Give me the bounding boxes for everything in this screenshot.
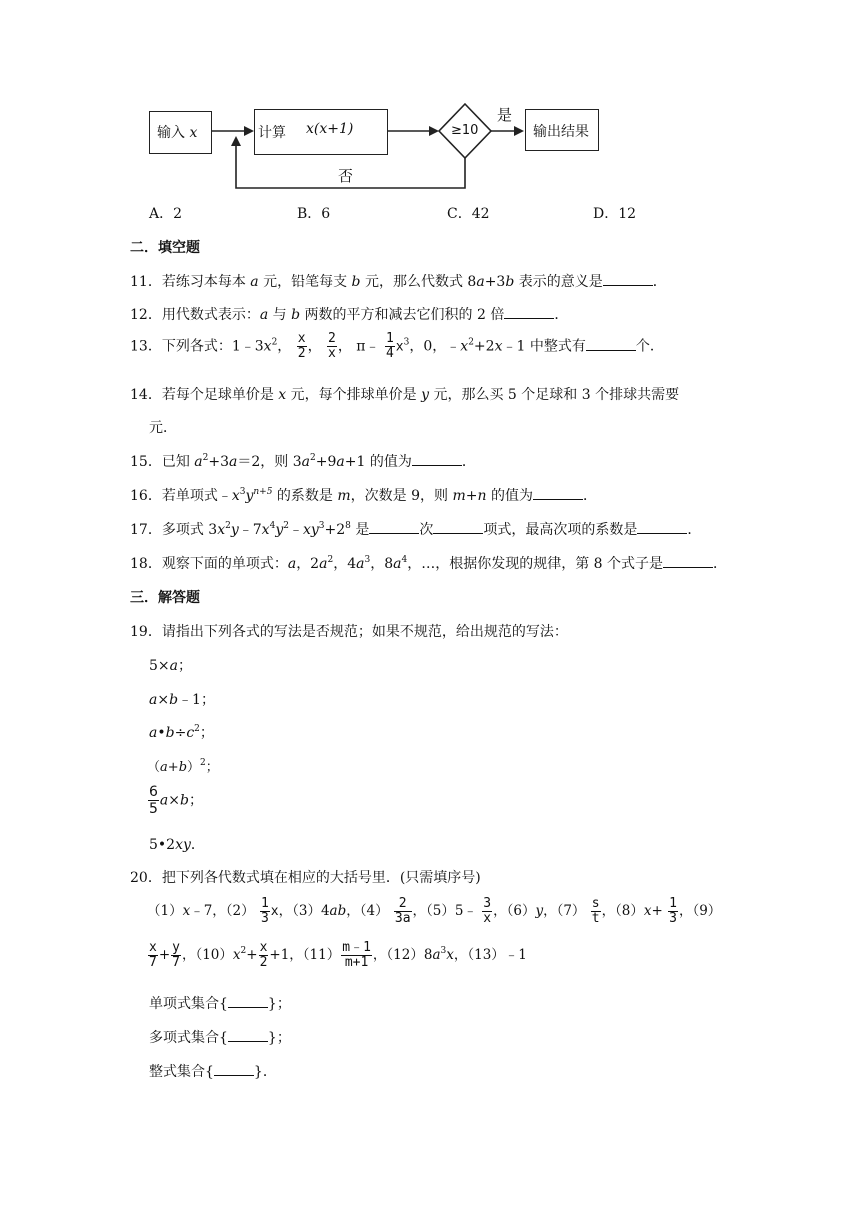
question-20-line2: $\frac{x}{7}$ + $\frac{y}{7}$ ，$(10)x^2+$ $\frac{x}{2}$ +1，（11） $\frac{m﹣1}{m+1}$ ，$(12)8a^3x$，（13）﹣1: [149, 940, 527, 970]
question-18: 18．观察下面的单项式：a，$2a^2$，$4a^3$，$8a^4$，…，根据你发现的规律，第 8 个式子是 ．: [130, 555, 728, 572]
question-14: 14．若每个足球单价是 x 元，每个排球单价是 y 元，那么买 5 个足球和 3 个排球共需要: [130, 387, 680, 403]
fraction: $\frac{2}{x}$: [328, 331, 336, 361]
fraction: $\frac{x}{7}$: [149, 940, 157, 970]
question-12: 12．用代数式表示：a 与 b 两数的平方和减去它们积的 2 倍 ．: [130, 307, 569, 323]
fraction: $\frac{2}{3a}$: [394, 896, 411, 926]
fraction: $\frac{m﹣1}{m+1}$: [342, 940, 371, 970]
expression-5: $\frac{6}{5}$ a×b；: [149, 784, 203, 817]
choice-d[interactable]: D．12: [593, 206, 637, 222]
expression-1: 5×a；: [149, 658, 192, 674]
answer-blank[interactable]: [369, 521, 419, 534]
fraction: $\frac{s}{t}$: [591, 896, 600, 926]
condition-label: ≥10: [451, 123, 479, 138]
flowchart-arrows: [0, 0, 860, 200]
output-label: 输出结果: [533, 124, 589, 140]
expression-2: a×b﹣1；: [149, 692, 215, 708]
question-16: 16．若单项式$﹣x^3y^{n+5}$ 的系数是 m，次数是 9，则 m+n 的值为 ．: [130, 487, 597, 504]
answer-blank[interactable]: [412, 453, 462, 466]
question-15: 15．已知 $a^2+3a=2$，则 $3a^2+9a+1$ 的值为 ．: [130, 453, 476, 470]
choice-a[interactable]: A．2: [149, 206, 183, 222]
fraction: $\frac{6}{5}$: [149, 784, 158, 817]
no-label: 否: [338, 167, 354, 185]
fraction: $\frac{1}{3}$: [260, 896, 269, 926]
set-integral-expression: 整式集合{ }．: [149, 1064, 277, 1080]
question-17: 17．多项式 $3x^2y﹣7x^4y^2﹣xy^3+2^8$ 是 次 项式，最高次项的系数是 ．: [130, 521, 702, 538]
calc-expression: x(x+1): [306, 121, 354, 137]
section-fill-blank-title: 二．填空题: [130, 240, 200, 256]
fraction: $\frac{x}{2}$: [297, 331, 306, 361]
fraction: $\frac{3}{x}$: [483, 896, 492, 926]
expression-6: 5•2xy．: [149, 837, 205, 853]
set-monomial: 单项式集合{ }；: [149, 996, 291, 1012]
yes-label: 是: [497, 106, 513, 124]
question-20: 20．把下列各代数式填在相应的大括号里．(只需填序号): [130, 870, 481, 886]
answer-blank[interactable]: [533, 487, 583, 500]
question-20-line1: （1）x﹣7，（2） $\frac{1}{3}$ x，（3）4ab，（4） $\frac{2}{3a}$ ，（5）5﹣ $\frac{3}{x}$ ，（6）y，（7） $\frac{s}{t}$ ，（8）x+ $\frac{1}{3}$ ，（9）: [147, 896, 722, 926]
answer-blank[interactable]: [433, 521, 483, 534]
answer-blank[interactable]: [504, 306, 554, 319]
expression-3: $a•b\div c^2$；: [149, 724, 214, 741]
answer-blank[interactable]: [603, 273, 653, 286]
answer-blank[interactable]: [637, 521, 687, 534]
answer-blank[interactable]: [663, 555, 713, 568]
answer-blank[interactable]: [214, 1063, 254, 1076]
answer-blank[interactable]: [228, 1029, 268, 1042]
question-13: 13．下列各式：$1﹣3x^2$， $\frac{x}{2}$ ， $\frac{2}{x}$ ， π﹣ $\frac{1}{4}$ $x^3$，0，$﹣x^2+2x﹣1$ 中整式有 个．: [130, 331, 664, 361]
fraction: $\frac{y}{7}$: [172, 940, 180, 970]
set-polynomial: 多项式集合{ }；: [149, 1030, 291, 1046]
answer-blank[interactable]: [586, 338, 636, 351]
fraction: $\frac{1}{3}$: [669, 896, 677, 926]
question-19: 19．请指出下列各式的写法是否规范；如果不规范，给出规范的写法：: [130, 624, 568, 640]
fraction: $\frac{1}{4}$: [385, 331, 394, 361]
expression-4: $(a+b)^2$；: [147, 758, 219, 775]
choice-b[interactable]: B．6: [297, 206, 331, 222]
question-11: 11．若练习本每本 a 元，铅笔每支 b 元，那么代数式 8a+3b 表示的意义是 ．: [130, 274, 667, 290]
input-label: 输入 x: [157, 125, 198, 141]
section-answer-title: 三．解答题: [130, 590, 200, 606]
calc-label: 计算: [258, 125, 286, 141]
choice-c[interactable]: C．42: [447, 206, 490, 222]
question-14-line2: 元．: [149, 420, 177, 436]
answer-blank[interactable]: [228, 995, 268, 1008]
fraction: $\frac{x}{2}$: [259, 940, 268, 970]
